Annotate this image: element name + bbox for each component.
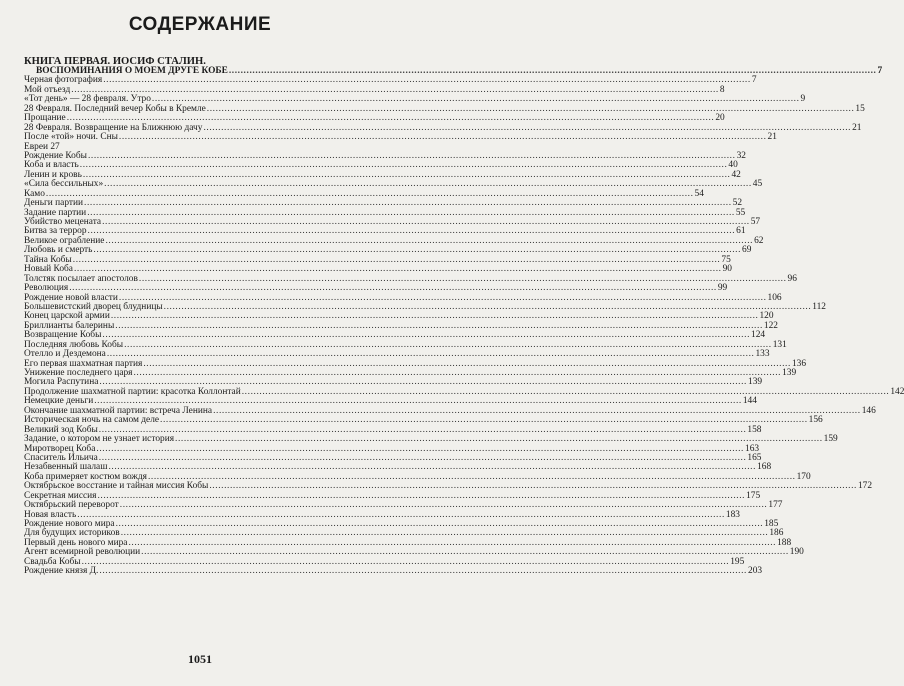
- toc-entry-title: Октябрьский переворот: [24, 500, 119, 511]
- toc-entry-page: 168: [757, 462, 772, 473]
- toc-entry-page: 55: [735, 207, 746, 218]
- toc-entry-title: Могила Распутина: [24, 377, 99, 388]
- dot-leader: ............................................................................................................................................................................................................................: [203, 122, 852, 133]
- toc-entry-page: 146: [861, 405, 876, 416]
- toc-entry-page: 9: [800, 94, 806, 105]
- dot-leader: ............................................................................................................................................................................................................................: [103, 75, 751, 86]
- toc-entry-page: 122: [763, 320, 778, 331]
- toc-entry-page: 186: [769, 528, 784, 539]
- toc-entry-title: Великое ограбление: [24, 235, 105, 246]
- dot-leader: ............................................................................................................................................................................................................................: [69, 283, 717, 294]
- dot-leader: ............................................................................................................................................................................................................................: [128, 537, 777, 548]
- toc-entry-title: Рождение новой власти: [24, 292, 118, 303]
- toc-entry-title: Окончание шахматной партии: встреча Ленина: [24, 405, 213, 416]
- toc-entry-title: Мой отъезд: [24, 84, 71, 95]
- toc-entry-title: 28 Февраля. Возвращение на Ближнюю дачу: [24, 122, 203, 133]
- dot-leader: ............................................................................................................................................................................................................................: [141, 547, 789, 558]
- toc-entry-page: 144: [742, 396, 757, 407]
- toc-entry-page: 165: [747, 452, 762, 463]
- toc-entry-page: 139: [748, 377, 763, 388]
- toc-entry-page: 7: [751, 75, 757, 86]
- toc-entry-page: 139: [782, 368, 797, 378]
- dot-leader: ............................................................................................................................................................................................................................: [79, 160, 728, 171]
- toc-entry-page: 136: [791, 358, 806, 369]
- dot-leader: ............................................................................................................................................................................................................................: [73, 264, 722, 275]
- dot-leader: ............................................................................................................................................................................................................................: [206, 103, 855, 114]
- toc-entry-title: Последняя любовь Кобы: [24, 339, 124, 350]
- toc-entry-title: Новая власть: [24, 509, 77, 520]
- dot-leader: ............................................................................................................................................................................................................................: [77, 509, 725, 520]
- toc-entry-title: Первый день нового мира: [24, 537, 128, 548]
- toc-entry-page: 203: [748, 566, 763, 577]
- toc-entry-title: Великий зод Кобы: [24, 424, 98, 435]
- toc-entry: [24, 566, 763, 577]
- toc-entry-page: 159: [823, 434, 838, 445]
- dot-leader: ............................................................................................................................................................................................................................: [81, 556, 730, 567]
- dot-leader: ............................................................................................................................................................................................................................: [143, 358, 791, 369]
- toc-entry-title: Черная фотография: [24, 75, 103, 86]
- toc-entry-page: 90: [722, 264, 732, 275]
- toc-entry-title: Октябрьское восстание и тайная миссия Кобы: [24, 481, 209, 492]
- dot-leader: ............................................................................................................................................................................................................................: [99, 377, 747, 388]
- dot-leader: ............................................................................................................................................................................................................................: [106, 349, 755, 360]
- dot-leader: ............................................................................................................................................................................................................................: [163, 301, 812, 312]
- toc-entry-page: 15: [855, 103, 865, 114]
- toc-entry-page: 62: [754, 235, 764, 246]
- toc-entry-title: Коба примеряет костюм вождя: [24, 471, 147, 482]
- toc-entry-title: Миротворец Коба: [24, 443, 96, 454]
- toc-entry-page: 106: [767, 292, 782, 303]
- toc-entry-title: Конец царской армии: [24, 311, 110, 322]
- toc-entry-page: 7: [877, 66, 883, 76]
- toc-entry-page: 156: [808, 415, 823, 426]
- toc-entry-title: Унижение последнего царя: [24, 368, 133, 378]
- toc-entry-page: 158: [747, 424, 762, 435]
- dot-leader: ............................................................................................................................................................................................................................: [105, 235, 754, 246]
- page-number: 1051: [188, 652, 212, 666]
- toc-entry-page: 99: [717, 283, 728, 294]
- toc-entry-title: ВОСПОМИНАНИЯ О МОЕМ ДРУГЕ КОБЕ: [36, 66, 228, 76]
- dot-leader: ............................................................................................................................................................................................................................: [175, 434, 823, 445]
- dot-leader: ............................................................................................................................................................................................................................: [96, 443, 744, 454]
- toc-entry-page: 40: [728, 160, 738, 171]
- toc-entry-title: Толстяк посылает апостолов: [24, 273, 138, 284]
- toc-entry-page: 172: [857, 481, 873, 492]
- dot-leader: ............................................................................................................................................................................................................................: [124, 339, 772, 350]
- dot-leader: ............................................................................................................................................................................................................................: [138, 273, 787, 284]
- toc-entry-title: Прощание: [24, 113, 66, 124]
- dot-leader: ............................................................................................................................................................................................................................: [119, 500, 768, 511]
- toc-entry-page: 75: [721, 254, 731, 265]
- toc-entry-title: Секретная миссия: [24, 490, 97, 501]
- toc-entry-title: Незабвенный шалаш: [24, 462, 108, 473]
- toc-entry-page: 188: [777, 537, 792, 548]
- dot-leader: ............................................................................................................................................................................................................................: [147, 471, 796, 482]
- toc-entry-title: Агент всемирной революции: [24, 547, 141, 558]
- toc-entry-title: Продолжение шахматной партии: красотка Коллонтай: [24, 386, 241, 397]
- table-of-contents: [24, 66, 904, 577]
- toc-entry-title: Новый Коба: [24, 264, 73, 275]
- toc-entry-page: 185: [764, 519, 779, 529]
- dot-leader: ............................................................................................................................................................................................................................: [209, 481, 857, 492]
- toc-entry-title: Рождение князя Д.: [24, 566, 99, 577]
- dot-leader: ............................................................................................................................................................................................................................: [98, 424, 747, 435]
- toc-entry-title: 28 Февраля. Последний вечер Кобы в Кремле: [24, 103, 206, 114]
- toc-entry-title: Битва за террор: [24, 226, 87, 237]
- toc-entry-title: Камо: [24, 188, 45, 199]
- dot-leader: ............................................................................................................................................................................................................................: [72, 254, 721, 265]
- toc-entry-title: Для будущих историков: [24, 528, 120, 539]
- toc-entry-page: 124: [751, 330, 766, 341]
- toc-entry-title: Возвращение Кобы: [24, 330, 102, 341]
- toc-entry: [24, 132, 777, 143]
- toc-entry-page: 177: [768, 500, 783, 511]
- toc-entry-title: Деньги партии: [24, 198, 84, 209]
- toc-entry-page: 61: [736, 226, 746, 237]
- dot-leader: ............................................................................................................................................................................................................................: [108, 462, 757, 473]
- toc-entry-title: Большевистский дворец блудницы: [24, 301, 163, 312]
- book-heading: КНИГА ПЕРВАЯ. ИОСИФ СТАЛИН.: [24, 56, 206, 67]
- toc-entry-title: Отелло и Дездемона: [24, 349, 106, 360]
- toc-entry-page: 32: [736, 150, 746, 161]
- toc-entry-title: После «той» ночи. Сны: [24, 132, 118, 143]
- toc-entry-page: 120: [759, 311, 774, 322]
- dot-leader: ............................................................................................................................................................................................................................: [118, 132, 767, 143]
- toc-entry-page: 131: [772, 339, 787, 350]
- toc-entry-page: 21: [767, 132, 777, 143]
- dot-leader: ............................................................................................................................................................................................................................: [84, 198, 732, 209]
- toc-entry-title: Коба и власть: [24, 160, 79, 171]
- toc-entry-title: Революция: [24, 283, 69, 294]
- toc-entry-page: 45: [752, 179, 763, 190]
- dot-leader: ............................................................................................................................................................................................................................: [115, 519, 764, 529]
- dot-leader: ............................................................................................................................................................................................................................: [97, 490, 746, 501]
- dot-leader: ............................................................................................................................................................................................................................: [98, 452, 747, 463]
- dot-leader: ............................................................................................................................................................................................................................: [120, 528, 769, 539]
- toc-entry-title: «Тот день» — 28 февраля. Утро: [24, 94, 151, 105]
- dot-leader: ............................................................................................................................................................................................................................: [110, 311, 759, 322]
- toc-entry-page: 170: [796, 471, 811, 482]
- dot-leader: ............................................................................................................................................................................................................................: [66, 113, 715, 124]
- toc-entry-page: 42: [731, 169, 741, 180]
- toc-entry-title: Бриллианты балерины: [24, 320, 115, 331]
- toc-entry-page: 69: [742, 245, 752, 256]
- dot-leader: ............................................................................................................................................................................................................................: [94, 396, 742, 407]
- dot-leader: ............................................................................................................................................................................................................................: [151, 94, 800, 105]
- dot-leader: ............................................................................................................................................................................................................................: [118, 292, 767, 303]
- toc-entry-title: Ленин и кровь: [24, 169, 82, 180]
- dot-leader: ............................................................................................................................................................................................................................: [228, 66, 877, 76]
- dot-leader: ............................................................................................................................................................................................................................: [133, 368, 782, 378]
- page-title: СОДЕРЖАНИЕ: [128, 14, 272, 35]
- toc-entry-page: 54: [694, 188, 704, 199]
- toc-entry-page: 52: [732, 198, 743, 209]
- toc-entry-page: 195: [730, 556, 745, 567]
- toc-entry-page: 96: [787, 273, 797, 284]
- toc-entry-page: 112: [812, 301, 826, 312]
- toc-entry-page: 163: [745, 443, 760, 454]
- dot-leader: ............................................................................................................................................................................................................................: [160, 415, 808, 426]
- dot-leader: ............................................................................................................................................................................................................................: [102, 330, 751, 341]
- toc-entry-title: Убийство мецената: [24, 217, 102, 227]
- dot-leader: ............................................................................................................................................................................................................................: [82, 169, 731, 180]
- dot-leader: ............................................................................................................................................................................................................................: [93, 245, 742, 256]
- dot-leader: ............................................................................................................................................................................................................................: [45, 188, 694, 199]
- dot-leader: ............................................................................................................................................................................................................................: [87, 150, 736, 161]
- toc-entry-title: Спаситель Ильича: [24, 452, 98, 463]
- toc-entry-title: Рождение Кобы: [24, 150, 87, 161]
- dot-leader: ............................................................................................................................................................................................................................: [102, 217, 750, 227]
- dot-leader: ............................................................................................................................................................................................................................: [71, 84, 719, 95]
- toc-entry-title: Рождение нового мира: [24, 519, 115, 529]
- toc-entry-page: 183: [725, 509, 740, 520]
- toc-entry-title: Его первая шахматная партия: [24, 358, 143, 369]
- dot-leader: ............................................................................................................................................................................................................................: [87, 226, 736, 237]
- dot-leader: ............................................................................................................................................................................................................................: [99, 566, 747, 577]
- toc-entry-title: Свадьба Кобы: [24, 556, 81, 567]
- toc-entry-title: Задание, о котором не узнает история: [24, 434, 175, 445]
- toc-entry-title: Евреи 27: [24, 141, 60, 152]
- toc-entry-title: «Сила бессильных»: [24, 179, 104, 190]
- toc-entry-title: Тайна Кобы: [24, 254, 72, 265]
- dot-leader: ............................................................................................................................................................................................................................: [213, 405, 861, 416]
- toc-entry-title: Немецкие деньги: [24, 396, 94, 407]
- toc-entry-title: Историческая ночь на самом деле: [24, 415, 160, 426]
- toc-entry-page: 190: [789, 547, 804, 558]
- toc-entry-title: Любовь и смерть: [24, 245, 93, 256]
- toc-entry-page: 8: [719, 84, 725, 95]
- dot-leader: ............................................................................................................................................................................................................................: [87, 207, 735, 218]
- toc-entry-page: 175: [746, 490, 761, 501]
- dot-leader: ............................................................................................................................................................................................................................: [115, 320, 763, 331]
- dot-leader: ............................................................................................................................................................................................................................: [241, 386, 890, 397]
- toc-entry-page: 133: [755, 349, 770, 360]
- toc-entry-page: 20: [715, 113, 725, 124]
- toc-entry-title: Задание партии: [24, 207, 87, 218]
- dot-leader: ............................................................................................................................................................................................................................: [104, 179, 752, 190]
- toc-entry-page: 142: [890, 386, 904, 397]
- toc-entry-page: 21: [852, 122, 862, 133]
- toc-entry-page: 57: [750, 217, 761, 227]
